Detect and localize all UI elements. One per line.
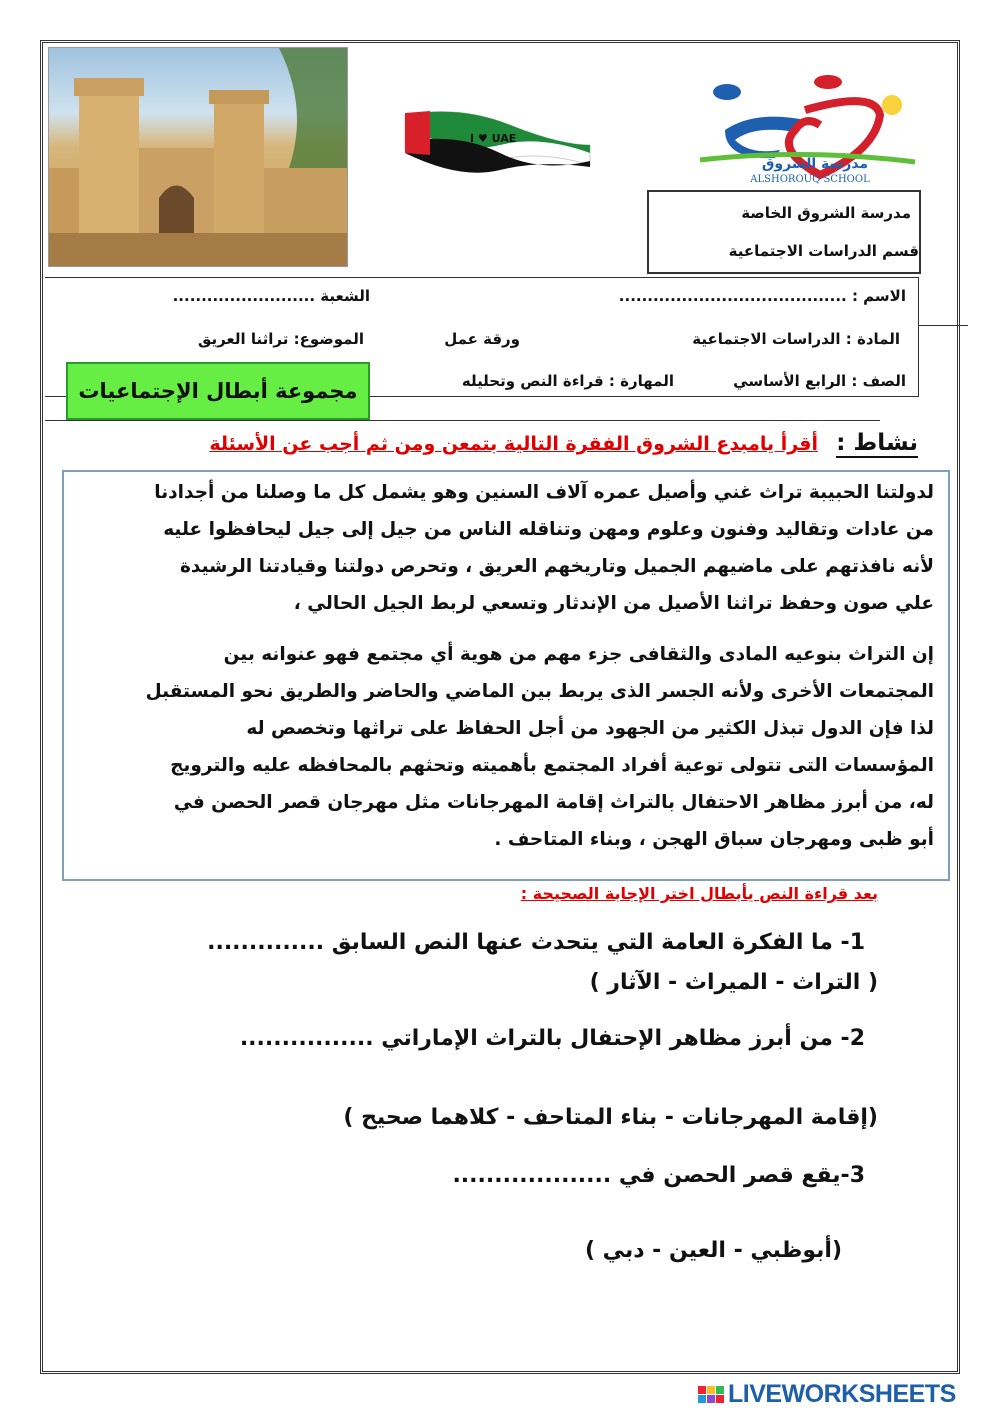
questions-instruction: بعد قراءة النص يأبطال اختر الإجابة الصحيحة : [520,884,878,903]
liveworksheets-watermark [698,1380,956,1409]
question-1-options[interactable]: ( التراث - الميراث - الآثار ) [589,970,878,995]
question-1: 1- ما الفكرة العامة التي يتحدث عنها النص السابق .............. [207,930,865,955]
school-info-box [647,190,921,274]
school-name: مدرسة الشروق الخاصة [741,204,911,222]
passage-line: من عادات وتقاليد وفنون وعلوم ومهن وتناقله الناس من جيل إلى جيل ليحافظوا عليه [163,519,934,540]
liveworksheets-logo-icon [698,1386,724,1403]
passage-line: أبو ظبى ومهرجان سباق الهجن ، وبناء المتاحف . [494,829,934,850]
reading-passage [62,470,950,881]
activity-instruction: أقرأ يامبدع الشروق الفقرة التالية بتمعن ومن ثم أجب عن الأسئلة [209,433,818,455]
logo-text-arabic: مدرسة الشروق [761,156,869,172]
passage-line: لدولتنا الحبيبة تراث غني وأصيل عمره آلاف السنين وهو يشمل كل ما وصلنا من أجدادنا [154,482,934,503]
divider [45,420,880,421]
group-name-badge [66,362,370,420]
watermark-text: LIVEWORKSHEETS [728,1380,956,1408]
topic-label: الموضوع: تراثنا العريق [197,330,364,348]
section-field[interactable]: الشعبة ......................... [172,287,370,305]
activity-label: نشاط : [836,430,918,456]
skill-label: المهارة : قراءة النص وتحليله [461,372,674,390]
grade-label: الصف : الرابع الأساسي [733,372,906,390]
group-name: مجموعة أبطال الإجتماعيات [78,379,358,403]
question-3-options[interactable]: (أبوظبي - العين - دبي ) [584,1238,842,1263]
passage-line: المؤسسات التى تتولى توعية أفراد المجتمع بأهميته وتحثهم بالمحافظه عليه والترويج [170,755,934,776]
department-name: قسم الدراسات الاجتماعية [728,242,919,260]
question-2-options[interactable]: (إقامة المهرجانات - بناء المتاحف - كلاهما صحيح ) [343,1105,878,1130]
passage-line: له، من أبرز مظاهر الاحتفال بالتراث إقامة المهرجانات مثل مهرجان قصر الحصن في [173,792,934,813]
passage-line: علي صون وحفظ تراثنا الأصيل من الإندثار وتسعي لربط الجيل الحالي ، [293,593,934,614]
passage-line: إن التراث بنوعيه المادى والثقافى جزء مهم من هوية أي مجتمع فهو عنوانه بين [223,644,934,665]
worksheet-label: ورقة عمل [444,330,520,348]
uae-flag-image [400,105,595,180]
divider [918,325,968,326]
school-logo [695,70,920,188]
name-field[interactable]: الاسم : ........................................ [618,287,906,305]
logo-text-english: ALSHOROUQ SCHOOL [750,174,870,185]
passage-line: المجتمعات الأخرى ولأنه الجسر الذى يربط بين الماضي والحاضر والطريق نحو المستقبل [145,681,934,702]
passage-line: لأنه نافذتهم على ماضيهم الجميل وتاريخهم العريق ، وتحرص دولتنا وقيادتنا الرشيدة [180,556,934,577]
subject-label: المادة : الدراسات الاجتماعية [692,330,900,348]
question-3: 3-يقع قصر الحصن في ................... [452,1163,865,1188]
question-2: 2- من أبرز مظاهر الإحتفال بالتراث الإماراتي ................ [239,1026,865,1051]
passage-line: لذا فإن الدول تبذل الكثير من الجهود من أجل الحفاظ على تراثها وتخصص له [246,718,934,739]
svg-text:I ♥ UAE: I ♥ UAE [470,132,517,145]
fort-image [48,47,348,267]
